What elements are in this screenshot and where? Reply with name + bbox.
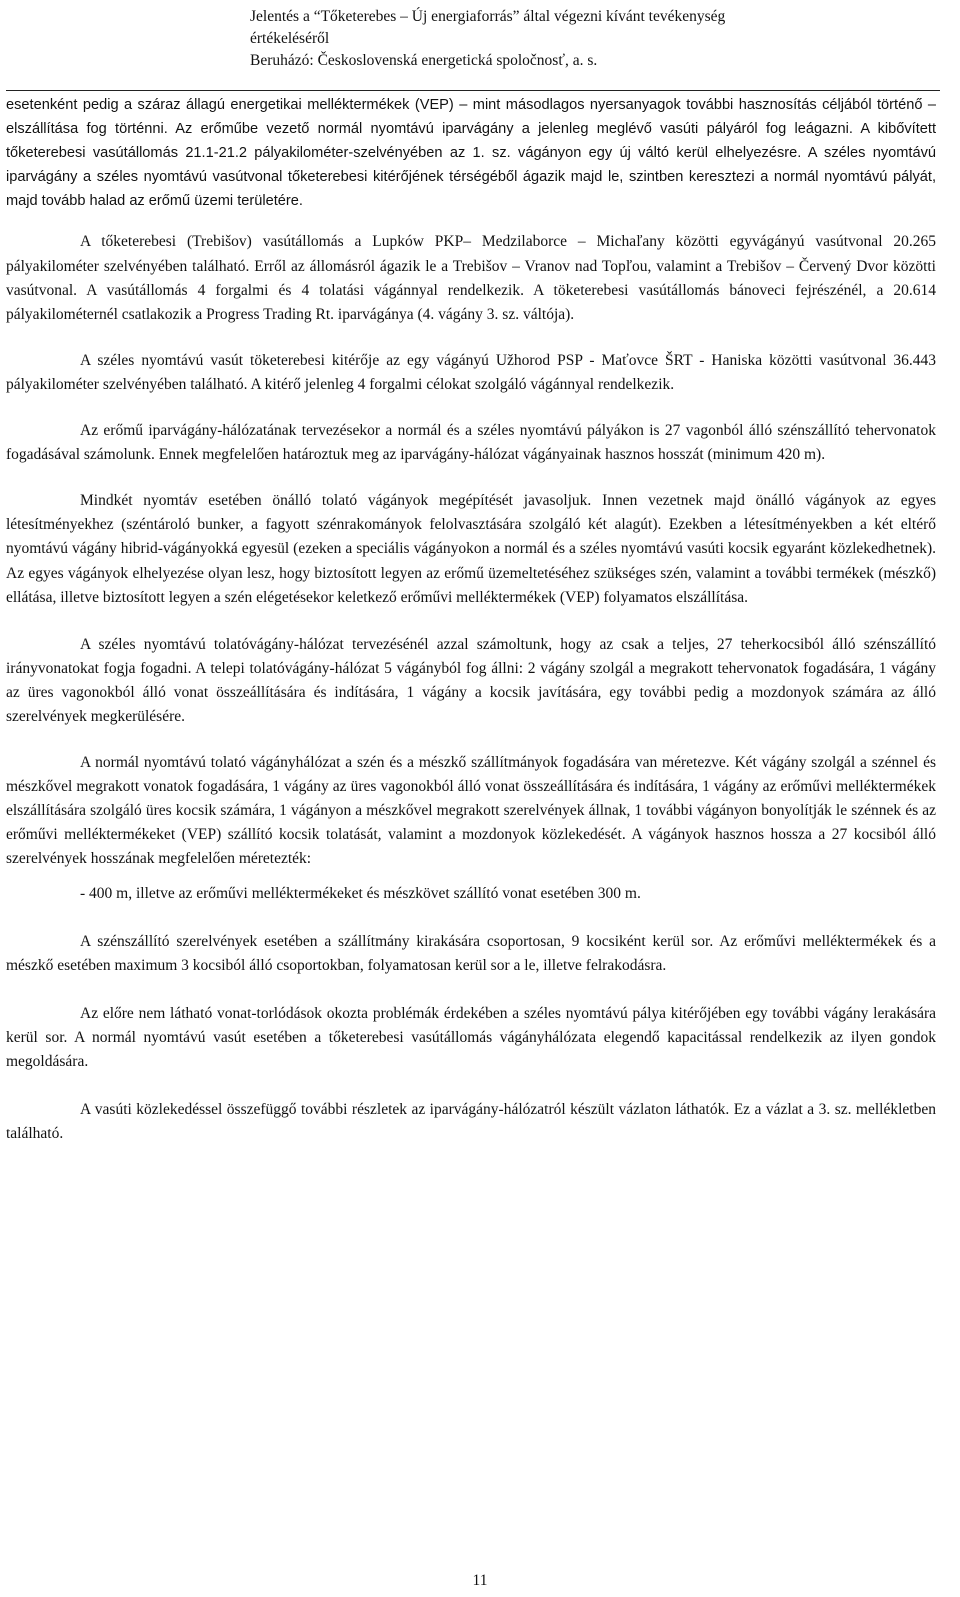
paragraph-further-details: A vasúti közlekedéssel összefüggő további részletek az iparvágány-hálózatról készült vázlaton láthatók. Ez a vázlat a 3. sz. mellékletben található. (6, 1101, 936, 1143)
header-divider (6, 90, 940, 91)
paragraph-trebisov-station: A tőketerebesi (Trebišov) vasútállomás a Lupków PKP– Medzilaborce – Michaľany közötti egyvágányú vasútvonal 20.265 pályakilométer szelvényében található. Erről az állomásról ágazik le a Trebišov – Vranov nad Topľou, valamint a Trebišov – Červený Dvor közötti vasútvonal. A vasútállomás 4 forgalmi és 4 tolatási vágánnyal rendelkezik. A töketerebesi vasútállomás bánoveci fejrészénél, a 20.614 pályakilométernél csatlakozik a Progress Trading Rt. iparvágánya (4. vágány 3. sz. váltója). (6, 233, 936, 323)
header-title-line-2: értékeléséről (250, 30, 330, 47)
paragraph-siding-network-design: Az erőmű iparvágány-hálózatának tervezésekor a normál és a széles nyomtávú pályákon is 27 vagonból álló szénszállító tehervonatok fogadásával számolunk. Ennek megfelelően határoztuk meg az iparvágány-hálózat vágányainak hasznos hosszát (minimum 420 m). (6, 422, 936, 464)
paragraph-unloading: A szénszállító szerelvények esetében a szállítmány kirakására csoportosan, 9 kocsiként kerül sor. Az erőművi melléktermékek és a mészkő esetében maximum 3 kocsiból álló csoportokban, folyamatosan kerül sor a le, illetve felrakodásra. (6, 932, 936, 974)
paragraph-normal-gauge-network: A normál nyomtávú tolató vágányhálózat a szén és a mészkő szállítmányok fogadására van méretezve. Két vágány szolgál a szénnel és mészkővel megrakott vonatok fogadására, 1 vágány az üres vagonokból álló vonat összeállítására és indítására, 1 vágány az erőművi melléktermékek elszállítására szolgáló üres kocsik számára, 1 vágányon a mészkővel megrakott szerelvények állnak, 1 további vágányon bonyolítják le szénnek és az erőművi melléktermékeket (VEP) szállító kocsik tolatását, valamint a mozdonyok közlekedését. A vágányok hasznos hossza a 27 kocsiból álló szerelvények hosszának megfelelően méretezték: (6, 754, 936, 868)
list-item-track-lengths: - 400 m, illetve az erőművi melléktermékeket és mészkövet szállító vonat esetében 300 m. (80, 884, 641, 902)
document-body (6, 93, 936, 1146)
paragraph-shunting-tracks: Mindkét nyomtáv esetében önálló tolató vágányok megépítését javasoljuk. Innen vezetnek majd önálló vágányok az egyes létesítményekhez (széntároló bunker, a fagyott szénrakományok felolvasztására szolgáló két alagút). Ezekben a létesítményekben a két eltérő nyomtávú vágány hibrid-vágányokká egyesül (ezeken a speciális vágányokon a normál és a széles nyomtávú vasúti kocsik egyaránt közlekedhetnek). Az egyes vágányok elhelyezése olyan lesz, hogy biztosított legyen az erőmű üzemeltetéséhez szükséges szén, valamint a további termékek (mészkő) ellátása, illetve biztosított legyen a szén elégetésekor keletkező erőművi melléktermékek (VEP) folyamatos elszállítása. (6, 492, 936, 606)
paragraph-continuation: esetenként pedig a száraz állagú energetikai melléktermékek (VEP) – mint másodlagos nyersanyagok további hasznosítás céljából történő – elszállítása fog történni. Az erőműbe vezető normál nyomtávú iparvágány a jelenleg meglévő vasúti pályáról fog leágazni. A kibővített tőketerebesi vasútállomás 21.1-21.2 pályakilométer-szelvényében az 1. sz. vágányon egy új váltó kerül elhelyezésre. A széles nyomtávú iparvágány a széles nyomtávú vasútvonal tőketerebesi kitérőjének térségéből ágazik majd le, szintben keresztezi a normál nyomtávú pályát, majd tovább halad az erőmű üzemi területére. (6, 97, 936, 210)
paragraph-congestion: Az előre nem látható vonat-torlódások okozta problémák érdekében a széles nyomtávú pálya kitérőjében egy további vágány lerakására kerül sor. A normál nyomtávú vasút esetében a tőketerebesi vasútállomás vágányhálózata elegendő kapacitással rendelkezik az ilyen gondok megoldására. (6, 1004, 936, 1070)
header-investor-line: Beruházó: Československá energetická spoločnosť, a. s. (250, 52, 598, 69)
page-number: 11 (472, 1572, 488, 1589)
document-header (250, 6, 940, 72)
paragraph-broad-gauge-network: A széles nyomtávú tolatóvágány-hálózat tervezésénél azzal számoltunk, hogy az csak a teljes, 27 teherkocsiból álló szénszállító irányvonatokat fogja fogadni. A telepi tolatóvágány-hálózat 5 vágányból fog állni: 2 vágány szolgál a megrakott tehervonatok fogadására, 1 vágány az üres vagonokból álló vonat összeállítására és indítására, 1 vágány a kocsik javítására, egy további pedig a mozdonyok számára az álló szerelvények megkerülésére. (6, 635, 936, 725)
paragraph-broad-gauge-siding: A széles nyomtávú vasút töketerebesi kitérője az egy vágányú Užhorod PSP - Maťovce ŠRT - Haniska közötti vasútvonal 36.443 pályakilométer szelvényében található. A kitérő jelenleg 4 forgalmi célokat szolgáló vágánnyal rendelkezik. (6, 351, 936, 393)
header-title-line-1: Jelentés a “Tőketerebes – Új energiaforrás” által végezni kívánt tevékenység (250, 8, 726, 25)
